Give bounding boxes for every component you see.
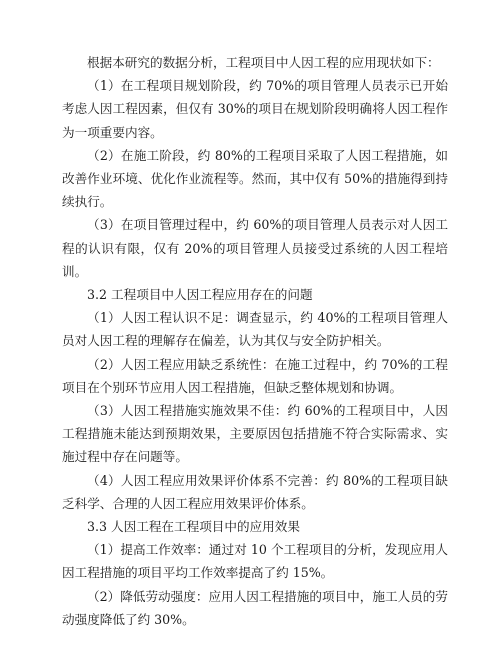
intro-paragraph: 根据本研究的数据分析，工程项目中人因工程的应用现状如下： (87, 55, 440, 70)
effect-item-1: （1）提高工作效率：通过对 10 个工程项目的分析，发现应用人因工程措施的项目平均工作效率提高了约 15%。 (62, 542, 448, 581)
problem-item-3: （3）人因工程措施实施效果不佳：约 60%的工程项目中，人因工程措施未能达到预期效果，主要原因包括措施不符合实际需求、实施过程中存在问题等。 (62, 403, 448, 465)
status-item-3: （3）在项目管理过程中，约 60%的项目管理人员表示对人因工程的认识有限，仅有 20%的项目管理人员接受过系统的人因工程培训。 (62, 217, 448, 279)
section-heading-3-3: 3.3 人因工程在工程项目中的应用效果 (87, 519, 300, 535)
section-heading-3-2: 3.2 工程项目中人因工程应用存在的问题 (87, 287, 313, 303)
document-body (62, 51, 448, 631)
problem-item-2: （2）人因工程应用缺乏系统性：在施工过程中，约 70%的工程项目在个别环节应用人因工程措施，但缺乏整体规划和协调。 (62, 356, 448, 395)
status-item-1: （1）在工程项目规划阶段，约 70%的项目管理人员表示已开始考虑人因工程因素，但仅有 30%的项目在规划阶段明确将人因工程作为一项重要内容。 (62, 78, 448, 140)
status-item-2: （2）在施工阶段，约 80%的工程项目采取了人因工程措施，如改善作业环境、优化作业流程等。然而，其中仅有 50%的措施得到持续执行。 (62, 147, 448, 210)
problem-item-4: （4）人因工程应用效果评价体系不完善：约 80%的工程项目缺乏科学、合理的人因工程应用效果评价体系。 (62, 472, 448, 511)
effect-item-2: （2）降低劳动强度：应用人因工程措施的项目中，施工人员的劳动强度降低了约 30%。 (62, 588, 448, 627)
problem-item-1: （1）人因工程认识不足：调查显示，约 40%的工程项目管理人员对人因工程的理解存在偏差，认为其仅与安全防护相关。 (62, 310, 448, 349)
